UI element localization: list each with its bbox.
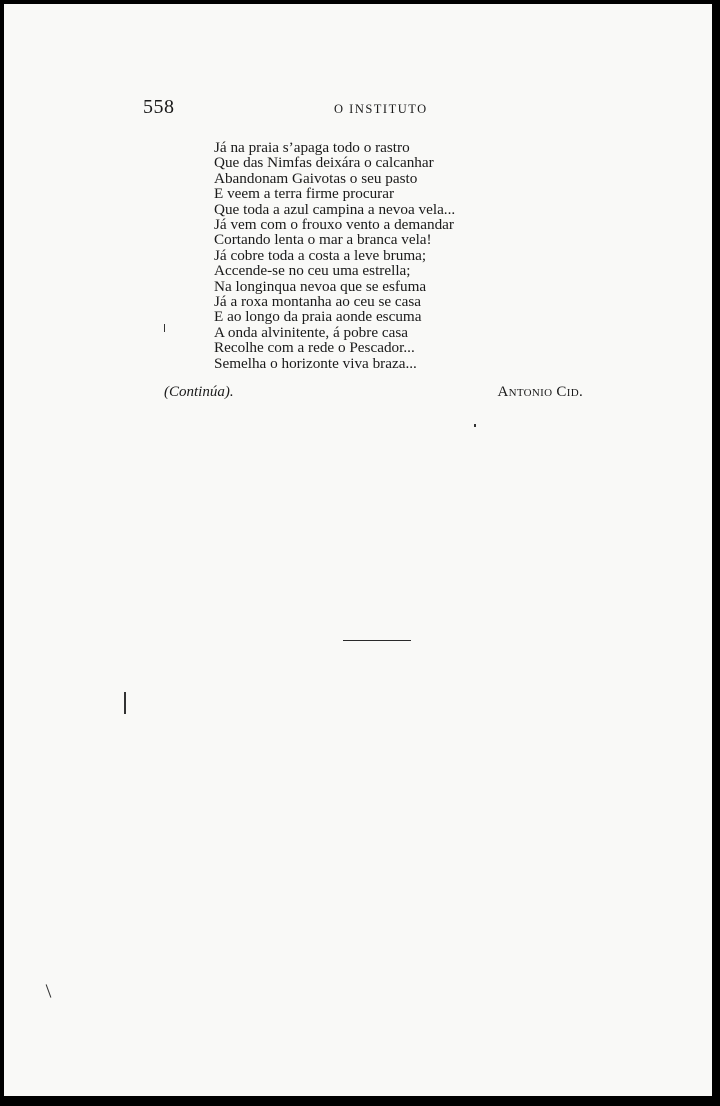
poem-line: E veem a terra firme procurar [214, 185, 395, 203]
poem-line: Já a roxa montanha ao ceu se casa [214, 293, 422, 311]
section-divider [343, 640, 411, 641]
continuation-note: (Continúa). [164, 384, 234, 400]
document-page [4, 4, 712, 1096]
poem-line: Accende-se no ceu uma estrella; [214, 262, 411, 280]
print-speck [164, 324, 165, 332]
running-head: O INSTITUTO [334, 102, 428, 116]
poem-line: Já cobre toda a costa a leve bruma; [214, 246, 427, 264]
poem-line: A onda alvinitente, á pobre casa [214, 323, 408, 341]
print-speck [124, 692, 126, 714]
poem-line: Na longinqua nevoa que se esfuma [214, 277, 427, 295]
page-number: 558 [143, 96, 175, 118]
print-speck [46, 984, 52, 997]
poem-line: Recolhe com a rede o Pescador... [214, 339, 415, 357]
poem-line: Já na praia s’apaga todo o rastro [214, 139, 410, 156]
poem [214, 140, 455, 371]
poem-line: Semelha o horizonte viva braza... [214, 354, 417, 372]
poem-line: Que das Nimfas deixára o calcanhar [214, 154, 434, 172]
poem-line: Abandonam Gaivotas o seu pasto [214, 169, 418, 187]
poem-line: Que toda a azul campina a nevoa vela... [214, 200, 456, 218]
poem-line: Cortando lenta o mar a branca vela! [214, 231, 432, 249]
author-signature: Antonio Cid. [497, 384, 583, 400]
print-speck [474, 424, 476, 427]
poem-line: Já vem com o frouxo vento a demandar [214, 216, 454, 234]
poem-line: E ao longo da praia aonde escuma [214, 308, 422, 326]
